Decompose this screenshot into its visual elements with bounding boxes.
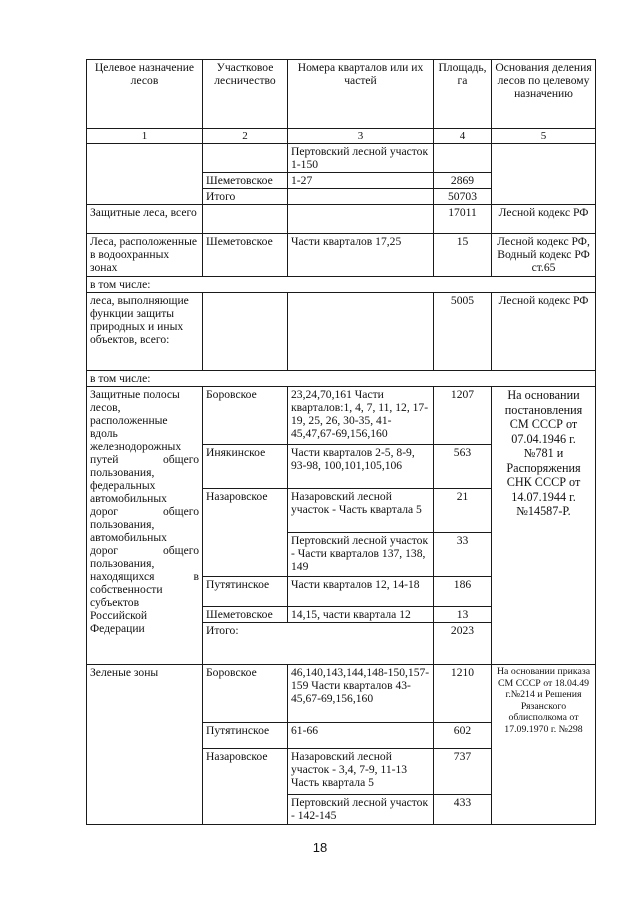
- district-cell: Назаровское: [203, 489, 288, 577]
- purpose-line: Защитные полосы: [90, 388, 180, 401]
- table-row: [87, 293, 596, 371]
- empty-cell: [203, 205, 288, 234]
- col-number: 3: [288, 129, 434, 144]
- quarters-cell: Назаровский лесной участок - Часть квартала 5: [288, 489, 434, 533]
- quarters-cell: Части кварталов 2-5, 8-9, 93-98, 100,101,105,106: [288, 445, 434, 489]
- empty-cell: [434, 144, 492, 173]
- total-label: Итого: [203, 189, 288, 205]
- area-cell: 737: [434, 749, 492, 795]
- empty-cell: [288, 189, 434, 205]
- district-cell: Шеметовское: [203, 607, 288, 623]
- total-label: Итого:: [203, 623, 434, 665]
- area-cell: 1210: [434, 665, 492, 723]
- table-row: [87, 234, 596, 277]
- basis-cell: Лесной кодекс РФ: [492, 205, 596, 234]
- basis-cell: Лесной кодекс РФ, Водный кодекс РФ ст.65: [492, 234, 596, 277]
- total-area: 2023: [434, 623, 492, 665]
- basis-cell: Лесной кодекс РФ: [492, 293, 596, 371]
- quarters-cell: 23,24,70,161 Части кварталов:1, 4, 7, 11, 12, 17-19, 25, 26, 30-35, 41-45,47,67-69,156,160: [288, 387, 434, 445]
- district-cell: Назаровское: [203, 749, 288, 825]
- purpose-line: пользования,: [90, 518, 155, 531]
- quarters-cell: 61-66: [288, 723, 434, 749]
- purpose-cell: Леса, расположенные в водоохранных зонах: [87, 234, 203, 277]
- area-cell: 13: [434, 607, 492, 623]
- header-district: Участковое лесничество: [203, 60, 288, 129]
- area-cell: 1207: [434, 387, 492, 445]
- empty-cell: [203, 144, 288, 173]
- quarters-cell: Части кварталов 17,25: [288, 234, 434, 277]
- quarters-cell: Пертовский лесной участок 1-150: [288, 144, 434, 173]
- area-cell: 2869: [434, 173, 492, 189]
- quarters-cell: 14,15, части квартала 12: [288, 607, 434, 623]
- purpose-line: железнодорожных: [90, 440, 182, 453]
- purpose-cell: Защитные леса, всего: [87, 205, 203, 234]
- empty-cell: [492, 144, 596, 205]
- purpose-cell: леса, выполняющие функции защиты природных и иных объектов, всего:: [87, 293, 203, 371]
- header-quarters: Номера кварталов или их частей: [288, 60, 434, 129]
- area-cell: 5005: [434, 293, 492, 371]
- quarters-cell: 46,140,143,144,148-150,157-159 Части кварталов 43-45,67-69,156,160: [288, 665, 434, 723]
- area-cell: 21: [434, 489, 492, 533]
- purpose-line: лесов,: [90, 401, 121, 414]
- col-number: 1: [87, 129, 203, 144]
- purpose-line: путей общего: [90, 453, 199, 466]
- forest-purpose-table: [86, 59, 596, 825]
- purpose-line: находящихся в: [90, 570, 199, 583]
- district-cell: Инякинское: [203, 445, 288, 489]
- area-cell: 602: [434, 723, 492, 749]
- purpose-line: дорог общего: [90, 544, 199, 557]
- page-number: 18: [312, 840, 328, 855]
- quarters-cell: Части кварталов 12, 14-18: [288, 577, 434, 607]
- table-row: [87, 387, 596, 445]
- basis-cell: На основании приказа СМ СССР от 18.04.49 г.№214 и Решения Рязанского облисполкома от 17.09.1970 г. №298: [492, 665, 596, 825]
- table-row: [87, 144, 596, 173]
- quarters-cell: Пертовский лесной участок - 142-145: [288, 795, 434, 825]
- area-cell: 33: [434, 533, 492, 577]
- area-cell: 17011: [434, 205, 492, 234]
- col-number: 2: [203, 129, 288, 144]
- area-cell: 186: [434, 577, 492, 607]
- purpose-line: расположенные: [90, 414, 168, 427]
- subsection-label: в том числе:: [87, 371, 596, 387]
- quarters-cell: Пертовский лесной участок - Части кварталов 137, 138, 149: [288, 533, 434, 577]
- header-row: [87, 60, 596, 129]
- col-number: 4: [434, 129, 492, 144]
- purpose-line: дорог общего: [90, 505, 199, 518]
- area-cell: 563: [434, 445, 492, 489]
- purpose-cell: [87, 387, 203, 665]
- header-purpose: Целевое назначение лесов: [87, 60, 203, 129]
- district-cell: Шеметовское: [203, 173, 288, 189]
- purpose-line: федеральных: [90, 479, 156, 492]
- subsection-label: в том числе:: [87, 277, 596, 293]
- purpose-line: Российской: [90, 609, 148, 622]
- purpose-line: автомобильных: [90, 492, 167, 505]
- table-row: [87, 277, 596, 293]
- purpose-line: вдоль: [90, 427, 118, 440]
- total-area: 50703: [434, 189, 492, 205]
- purpose-cell: Зеленые зоны: [87, 665, 203, 825]
- table-row: [87, 665, 596, 723]
- purpose-line: автомобильных: [90, 531, 167, 544]
- header-area: Площадь, га: [434, 60, 492, 129]
- district-cell: Путятинское: [203, 577, 288, 607]
- col-number: 5: [492, 129, 596, 144]
- area-cell: 15: [434, 234, 492, 277]
- district-cell: Боровское: [203, 387, 288, 445]
- purpose-line: пользования,: [90, 557, 155, 570]
- quarters-cell: 1-27: [288, 173, 434, 189]
- district-cell: Шеметовское: [203, 234, 288, 277]
- empty-cell: [288, 293, 434, 371]
- empty-cell: [288, 205, 434, 234]
- purpose-line: Федерации: [90, 622, 145, 635]
- district-cell: Путятинское: [203, 723, 288, 749]
- basis-cell: На основании постановления СМ СССР от 07.04.1946 г. №781 и Распоряжения СНК СССР от 14.07.1944 г. №14587-Р.: [492, 387, 596, 665]
- empty-cell: [87, 144, 203, 205]
- purpose-line: собственности: [90, 583, 163, 596]
- area-cell: 433: [434, 795, 492, 825]
- quarters-cell: Назаровский лесной участок - 3,4, 7-9, 11-13 Часть квартала 5: [288, 749, 434, 795]
- header-basis: Основания деления лесов по целевому назначению: [492, 60, 596, 129]
- purpose-line: пользования,: [90, 466, 155, 479]
- table-row: [87, 205, 596, 234]
- empty-cell: [203, 293, 288, 371]
- column-number-row: [87, 129, 596, 144]
- table-row: [87, 371, 596, 387]
- purpose-line: субъектов: [90, 596, 140, 609]
- district-cell: Боровское: [203, 665, 288, 723]
